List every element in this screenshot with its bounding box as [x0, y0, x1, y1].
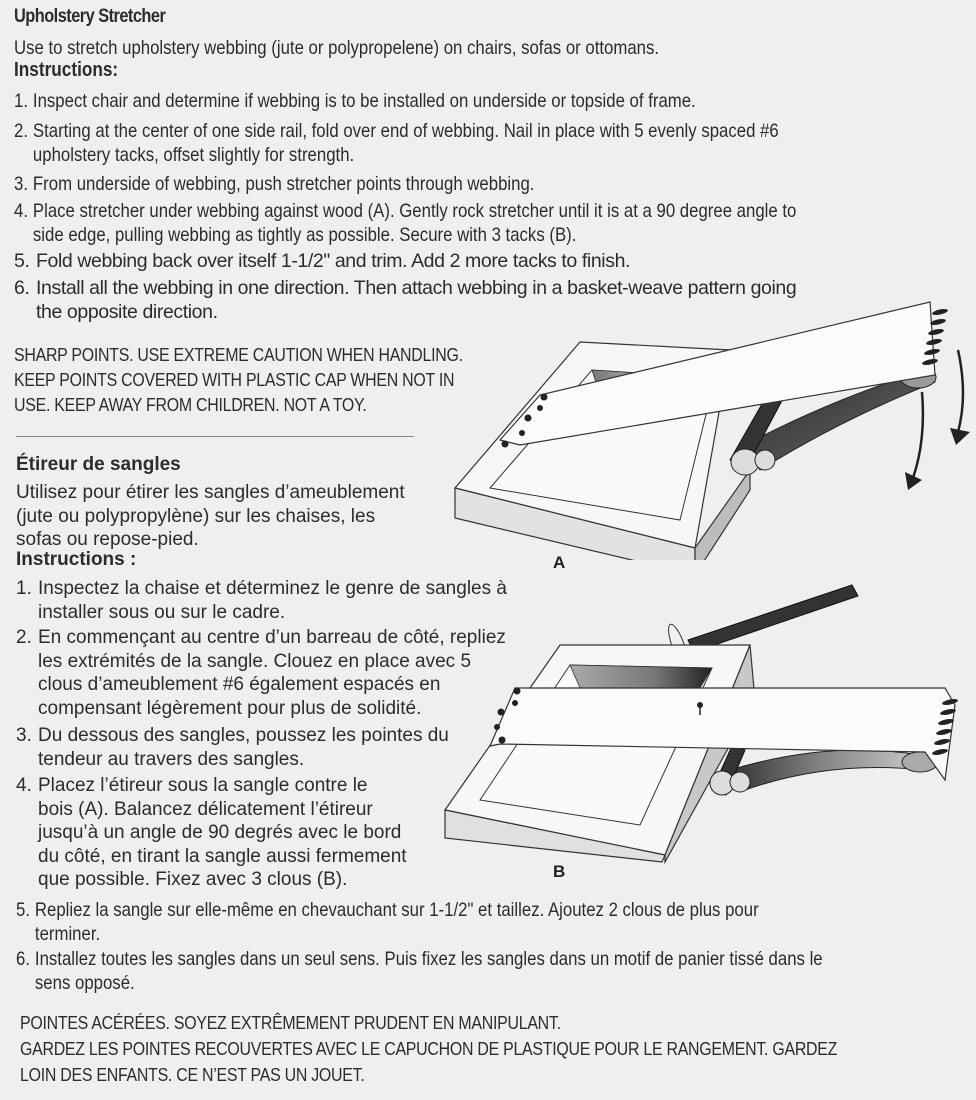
step-2: 2. Starting at the center of one side rail, fold over end of webbing. Nail in place with 5 evenly spaced #6 upholstery tacks, offset slightly for strength.: [14, 120, 779, 166]
step-4: 4. Place stretcher under webbing against wood (A). Gently rock stretcher until it is at a 90 degree angle to side edge, pulling webbing as tightly as possible. Secure with 3 tacks (B).: [14, 200, 797, 246]
figure-b-label: B: [553, 862, 566, 881]
french-step-5: 5. Repliez la sangle sur elle-même en chevauchant sur 1-1/2" et taillez. Ajoutez 2 clous de plus pour terminer.: [16, 899, 759, 945]
figure-b-illustration: [420, 580, 976, 880]
french-instructions-heading: Instructions :: [16, 549, 137, 570]
intro-text: Use to stretch upholstery webbing (jute or polypropelene) on chairs, sofas or ottomans.: [14, 37, 660, 59]
french-step-4: 4. Placez l’étireur sous la sangle contre le bois (A). Balancez délicatement l’étireur jusqu’à un angle de 90 degrés avec le bord du côté, en tirant la sangle aussi fermement que possible. Fixez avec 3 clous (B).: [16, 775, 407, 891]
step-6: 6. Install all the webbing in one direction. Then attach webbing in a basket-weave pattern going the opposite direction.: [14, 277, 797, 323]
french-intro: Utilisez pour étirer les sangles d’ameublement (jute ou polypropylène) sur les chaises, les sofas ou repose-pied.: [16, 482, 405, 551]
french-title: Étireur de sangles: [16, 454, 181, 475]
french-step-2: 2. En commençant au centre d’un barreau de côté, repliez les extrémités de la sangle. Clouez en place avec 5 clous d’ameublement #6 également espacés en compensant légèrement pour plus de solidité.: [16, 627, 506, 719]
step-3: 3. From underside of webbing, push stretcher points through webbing.: [14, 173, 535, 195]
french-step-3: 3. Du dessous des sangles, poussez les pointes du tendeur au travers des sangles.: [16, 725, 449, 770]
instructions-heading: Instructions:: [14, 59, 119, 81]
step-1: 1. Inspect chair and determine if webbing is to be installed on underside or topside of frame.: [14, 90, 696, 112]
warning-english: SHARP POINTS. USE EXTREME CAUTION WHEN HANDLING. KEEP POINTS COVERED WITH PLASTIC CAP WHEN NOT IN USE. KEEP AWAY FROM CHILDREN. NOT A TOY.: [14, 344, 463, 415]
figure-a-label: A: [553, 553, 566, 572]
french-step-1: 1. Inspectez la chaise et déterminez le genre de sangles à installer sous ou sur le cadre.: [16, 578, 507, 623]
french-step-6: 6. Installez toutes les sangles dans un seul sens. Puis fixez les sangles dans un motif de panier tissé dans le sens opposé.: [16, 948, 823, 994]
section-divider: [16, 436, 414, 437]
warning-french: POINTES ACÉRÉES. SOYEZ EXTRÊMEMENT PRUDENT EN MANIPULANT. GARDEZ LES POINTES RECOUVERTES AVEC LE CAPUCHON DE PLASTIQUE POUR LE RANGEMENT. GARDEZ LOIN DES ENFANTS. CE N’EST PAS UN JOUET.: [20, 1012, 838, 1085]
step-5: 5. Fold webbing back over itself 1-1/2" and trim. Add 2 more tacks to finish.: [14, 250, 631, 272]
page-title: Upholstery Stretcher: [14, 6, 166, 27]
figure-a-illustration: [440, 290, 976, 560]
